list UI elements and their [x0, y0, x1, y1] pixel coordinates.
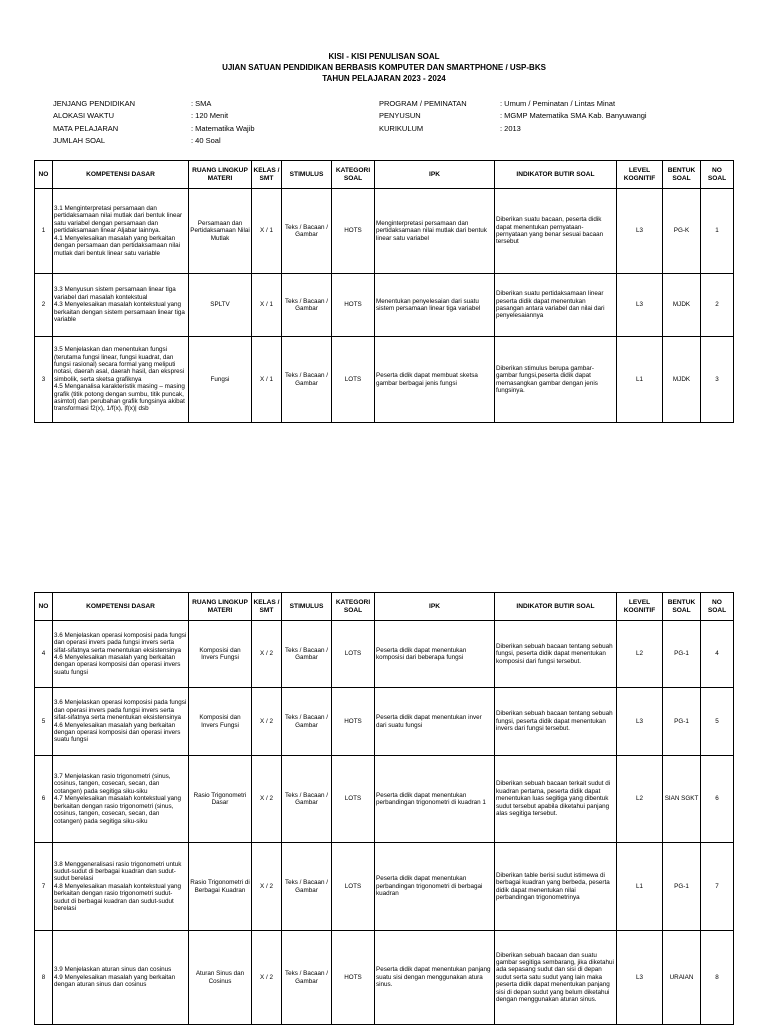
table-row	[35, 756, 734, 843]
meta-value: : Umum / Peminatan / Lintas Minat	[500, 99, 616, 108]
meta-value: : 2013	[500, 123, 521, 133]
cell-indikator: Diberikan suatu pertidaksamaan linear peserta didik dapat menentukan pasangan antara variabel dan nilai dari penyelesaiannya	[495, 274, 617, 337]
meta-label: ALOKASI WAKTU	[53, 111, 114, 121]
col-no-soal: NO SOAL	[701, 593, 734, 621]
table-header-row	[35, 161, 734, 189]
cell-stimulus: Teks / Bacaan / Gambar	[282, 756, 332, 843]
col-stimulus: STIMULUS	[282, 593, 332, 621]
cell-kompetensi-dasar: 3.6 Menjelaskan operasi komposisi pada fungsi dan operasi invers pada fungsi invers serta sifat-sifatnya serta menentukan eksistensinya 4.6 Menyelesaikan masalah yang berkaitan dengan operasi komposisi dan operasi invers suatu fungsi	[53, 688, 189, 756]
cell-ipk: Peserta didik dapat menentukan perbandingan trigonometri di berbagai kuadran	[375, 843, 495, 931]
cell-ruang-lingkup: Aturan Sinus dan Cosinus	[189, 931, 252, 1025]
cell-kelas: X / 2	[252, 688, 282, 756]
meta-label: JENJANG PENDIDIKAN	[53, 99, 136, 108]
col-indikator: INDIKATOR BUTIR SOAL	[495, 161, 617, 189]
cell-ipk: Peserta didik dapat menentukan perbandingan trigonometri di kuadran 1	[375, 756, 495, 843]
cell-no: 1	[35, 189, 53, 274]
cell-kategori: LOTS	[332, 337, 375, 423]
cell-ruang-lingkup: Fungsi	[189, 337, 252, 423]
col-stimulus: STIMULUS	[282, 161, 332, 189]
cell-kategori: HOTS	[332, 274, 375, 337]
meta-value: : MGMP Matematika SMA Kab. Banyuwangi	[500, 111, 647, 121]
table-row	[35, 843, 734, 931]
col-kompetensi-dasar: KOMPETENSI DASAR	[53, 161, 189, 189]
cell-no: 2	[35, 274, 53, 337]
cell-kompetensi-dasar: 3.3 Menyusun sistem persamaan linear tiga variabel dari masalah kontekstual 4.3 Menyelesaikan masalah kontekstual yang berkaitan dengan sistem persamaan linear tiga variable	[53, 274, 189, 337]
cell-indikator: Diberikan sebuah bacaan dan suatu gambar segitiga sembarang, jika diketahui ada sepasang sudut dan sisi di depan sudut serta satu sudut yang lain maka peserta didik dapat menentukan panjang sisi di depan sudut yang belum diketahui dengan menggunakan aturan sinus.	[495, 931, 617, 1025]
cell-level: L3	[617, 274, 663, 337]
col-ipk: IPK	[375, 161, 495, 189]
cell-no: 8	[35, 931, 53, 1025]
cell-stimulus: Teks / Bacaan / Gambar	[282, 688, 332, 756]
col-kategori: KATEGORI SOAL	[332, 593, 375, 621]
col-ruang-lingkup: RUANG LINGKUP MATERI	[189, 593, 252, 621]
cell-stimulus: Teks / Bacaan / Gambar	[282, 337, 332, 423]
cell-no-soal: 6	[701, 756, 734, 843]
meta-value: : 120 Menit	[191, 111, 229, 121]
col-ipk: IPK	[375, 593, 495, 621]
cell-no: 5	[35, 688, 53, 756]
cell-kelas: X / 2	[252, 843, 282, 931]
meta-label: KURIKULUM	[379, 123, 424, 133]
meta-row	[379, 110, 647, 122]
cell-level: L2	[617, 756, 663, 843]
meta-label: PENYUSUN	[379, 111, 421, 121]
meta-row	[379, 98, 647, 110]
cell-bentuk: SIAN SGKT	[663, 756, 701, 843]
col-kelas: KELAS / SMT	[252, 593, 282, 621]
cell-bentuk: MJDK	[663, 274, 701, 337]
cell-indikator: Diberikan sebuah bacaan terkait sudut di kuadran pertama, peserta didik dapat menentukan luas segitiga yang dibentuk sudut tersebut apabila diketahui panjang alas segitiga tersebut.	[495, 756, 617, 843]
cell-ipk: Peserta didik dapat menentukan inver dari suatu fungsi	[375, 688, 495, 756]
cell-ruang-lingkup: Komposisi dan Invers Fungsi	[189, 688, 252, 756]
cell-bentuk: PG-1	[663, 843, 701, 931]
cell-no: 4	[35, 621, 53, 688]
cell-kategori: HOTS	[332, 931, 375, 1025]
cell-bentuk: URAIAN	[663, 931, 701, 1025]
table-row	[35, 337, 734, 423]
cell-kategori: LOTS	[332, 621, 375, 688]
cell-kelas: X / 1	[252, 274, 282, 337]
cell-ruang-lingkup: SPLTV	[189, 274, 252, 337]
cell-bentuk: PG-1	[663, 621, 701, 688]
cell-kelas: X / 2	[252, 756, 282, 843]
col-kategori: KATEGORI SOAL	[332, 161, 375, 189]
cell-ipk: Menginterpretasi persamaan dan pertidaksamaan nilai mutlak dari bentuk linear satu variabel	[375, 189, 495, 274]
title-line-2: UJIAN SATUAN PENDIDIKAN BERBASIS KOMPUTER DAN SMARTPHONE / USP-BKS	[222, 63, 546, 72]
cell-kompetensi-dasar: 3.5 Menjelaskan dan menentukan fungsi (terutama fungsi linear, fungsi kuadrat, dan fungsi rasional) secara formal yang meliputi notasi, daerah asal, daerah hasil, dan ekspresi simbolik, serta sketsa grafiknya 4.5 Menganalisa karakteristik masing – masing grafik (titik potong dengan sumbu, titik puncak, asimtot) dan perubahan grafik fungsinya akibat transformasi f2(x), 1/f(x), |f(x)| dsb	[53, 337, 189, 423]
cell-no-soal: 1	[701, 189, 734, 274]
col-kelas: KELAS / SMT	[252, 161, 282, 189]
cell-bentuk: MJDK	[663, 337, 701, 423]
col-kompetensi-dasar: KOMPETENSI DASAR	[53, 593, 189, 621]
meta-row	[53, 110, 255, 122]
cell-kompetensi-dasar: 3.9 Menjelaskan aturan sinus dan cosinus 4.9 Menyelesaikan masalah yang berkaitan dengan aturan sinus dan cosinus	[53, 931, 189, 1025]
cell-no: 6	[35, 756, 53, 843]
cell-bentuk: PG-1	[663, 688, 701, 756]
col-bentuk: BENTUK SOAL	[663, 593, 701, 621]
cell-bentuk: PG-K	[663, 189, 701, 274]
meta-label: PROGRAM / PEMINATAN	[379, 99, 467, 108]
meta-label: JUMLAH SOAL	[53, 135, 106, 145]
table-row	[35, 621, 734, 688]
cell-no-soal: 7	[701, 843, 734, 931]
title-line-3: TAHUN PELAJARAN 2023 - 2024	[322, 74, 446, 83]
cell-ruang-lingkup: Komposisi dan Invers Fungsi	[189, 621, 252, 688]
cell-stimulus: Teks / Bacaan / Gambar	[282, 621, 332, 688]
document-title	[0, 51, 768, 84]
meta-row	[53, 123, 255, 135]
cell-ruang-lingkup: Rasio Trigonometri Dasar	[189, 756, 252, 843]
meta-row	[53, 98, 255, 110]
kisi-table-1	[34, 160, 734, 423]
cell-ipk: Menentukan penyelesaian dari suatu sistem persamaan linear tiga variabel	[375, 274, 495, 337]
cell-ruang-lingkup: Persamaan dan Pertidaksamaan Nilai Mutlak	[189, 189, 252, 274]
cell-level: L1	[617, 337, 663, 423]
cell-no: 3	[35, 337, 53, 423]
table-row	[35, 189, 734, 274]
cell-indikator: Diberikan suatu bacaan, peserta didik dapat menentukan pernyataan-pernyataan yang benar sesuai bacaan tersebut	[495, 189, 617, 274]
cell-kategori: HOTS	[332, 189, 375, 274]
col-bentuk: BENTUK SOAL	[663, 161, 701, 189]
cell-indikator: Diberikan table berisi sudut istimewa di berbagai kuadran yang berbeda, peserta didik dapat menentukan nilai perbandingan trigonometrinya	[495, 843, 617, 931]
cell-stimulus: Teks / Bacaan / Gambar	[282, 189, 332, 274]
cell-ipk: Peserta didik dapat menentukan komposisi dari beberapa fungsi	[375, 621, 495, 688]
cell-kompetensi-dasar: 3.1 Menginterpretasi persamaan dan pertidaksamaan nilai mutlak dari bentuk linear satu variabel dengan persamaan dan pertidaksamaan linear Aljabar lainnya. 4.1 Menyelesaikan masalah yang berkaitan dengan persamaan dan pertidaksamaan nilai mutlak dari bentuk linear satu variable	[53, 189, 189, 274]
col-level: LEVEL KOGNITIF	[617, 161, 663, 189]
cell-level: L3	[617, 931, 663, 1025]
cell-stimulus: Teks / Bacaan / Gambar	[282, 274, 332, 337]
cell-kategori: HOTS	[332, 688, 375, 756]
cell-stimulus: Teks / Bacaan / Gambar	[282, 843, 332, 931]
col-no: NO	[35, 593, 53, 621]
col-no: NO	[35, 161, 53, 189]
cell-no-soal: 5	[701, 688, 734, 756]
cell-kompetensi-dasar: 3.6 Menjelaskan operasi komposisi pada fungsi dan operasi invers pada fungsi invers serta sifat-sifatnya serta menentukan eksistensinya 4.6 Menyelesaikan masalah yang berkaitan dengan operasi komposisi dan operasi invers suatu fungsi	[53, 621, 189, 688]
cell-level: L1	[617, 843, 663, 931]
meta-row	[53, 135, 255, 147]
col-ruang-lingkup: RUANG LINGKUP MATERI	[189, 161, 252, 189]
cell-ruang-lingkup: Rasio Trigonometri di Berbagai Kuadran	[189, 843, 252, 931]
cell-no-soal: 3	[701, 337, 734, 423]
cell-level: L2	[617, 621, 663, 688]
table-header-row	[35, 593, 734, 621]
meta-value: : SMA	[191, 99, 212, 108]
cell-kelas: X / 2	[252, 931, 282, 1025]
table-row	[35, 688, 734, 756]
title-line-1: KISI - KISI PENULISAN SOAL	[328, 52, 440, 61]
cell-no-soal: 2	[701, 274, 734, 337]
cell-ipk: Peserta didik dapat menentukan panjang suatu sisi dengan menggunakan atura sinus.	[375, 931, 495, 1025]
cell-kelas: X / 1	[252, 189, 282, 274]
kisi-table-2	[34, 592, 734, 1025]
cell-level: L3	[617, 688, 663, 756]
cell-kompetensi-dasar: 3.8 Menggeneralisasi rasio trigonometri untuk sudut-sudut di berbagai kuadran dan sudut-sudut berelasi 4.8 Menyelesaikan masalah kontekstual yang berkaitan dengan rasio trigonometri sudut-sudut di berbagai kuadran dan sudut-sudut berelasi	[53, 843, 189, 931]
col-level: LEVEL KOGNITIF	[617, 593, 663, 621]
cell-indikator: Diberikan stimulus berupa gambar-gambar fungsi,peserta didik dapat memasangkan gambar dengan jenis fungsinya.	[495, 337, 617, 423]
meta-row	[379, 123, 647, 135]
meta-left	[53, 98, 255, 147]
cell-kelas: X / 2	[252, 621, 282, 688]
table-row	[35, 931, 734, 1025]
cell-kelas: X / 1	[252, 337, 282, 423]
cell-level: L3	[617, 189, 663, 274]
table-row	[35, 274, 734, 337]
meta-label: MATA PELAJARAN	[53, 123, 119, 133]
col-indikator: INDIKATOR BUTIR SOAL	[495, 593, 617, 621]
cell-no-soal: 4	[701, 621, 734, 688]
cell-kategori: LOTS	[332, 843, 375, 931]
cell-kompetensi-dasar: 3.7 Menjelaskan rasio trigonometri (sinus, cosinus, tangen, cosecan, secan, dan cotangen) pada segitiga siku-siku 4.7 Menyelesaikan masalah kontekstual yang berkaitan dengan rasio trigonometri (sinus, cosinus, tangen, cosecan, secan, dan cotangen) pada segitiga siku-siku	[53, 756, 189, 843]
col-no-soal: NO SOAL	[701, 161, 734, 189]
cell-kategori: LOTS	[332, 756, 375, 843]
cell-indikator: Diberikan sebuah bacaan tentang sebuah fungsi, peserta didik dapat menentukan komposisi dari fungsi tersebut.	[495, 621, 617, 688]
meta-value: : Matematika Wajib	[191, 123, 255, 133]
cell-no: 7	[35, 843, 53, 931]
cell-ipk: Peserta didik dapat membuat sketsa gambar berbagai jenis fungsi	[375, 337, 495, 423]
cell-indikator: Diberikan sebuah bacaan tentang sebuah fungsi, peserta didik dapat menentukan invers dari fungsi tersebut.	[495, 688, 617, 756]
cell-no-soal: 8	[701, 931, 734, 1025]
meta-value: : 40 Soal	[191, 135, 221, 145]
cell-stimulus: Teks / Bacaan / Gambar	[282, 931, 332, 1025]
meta-right	[379, 98, 647, 135]
